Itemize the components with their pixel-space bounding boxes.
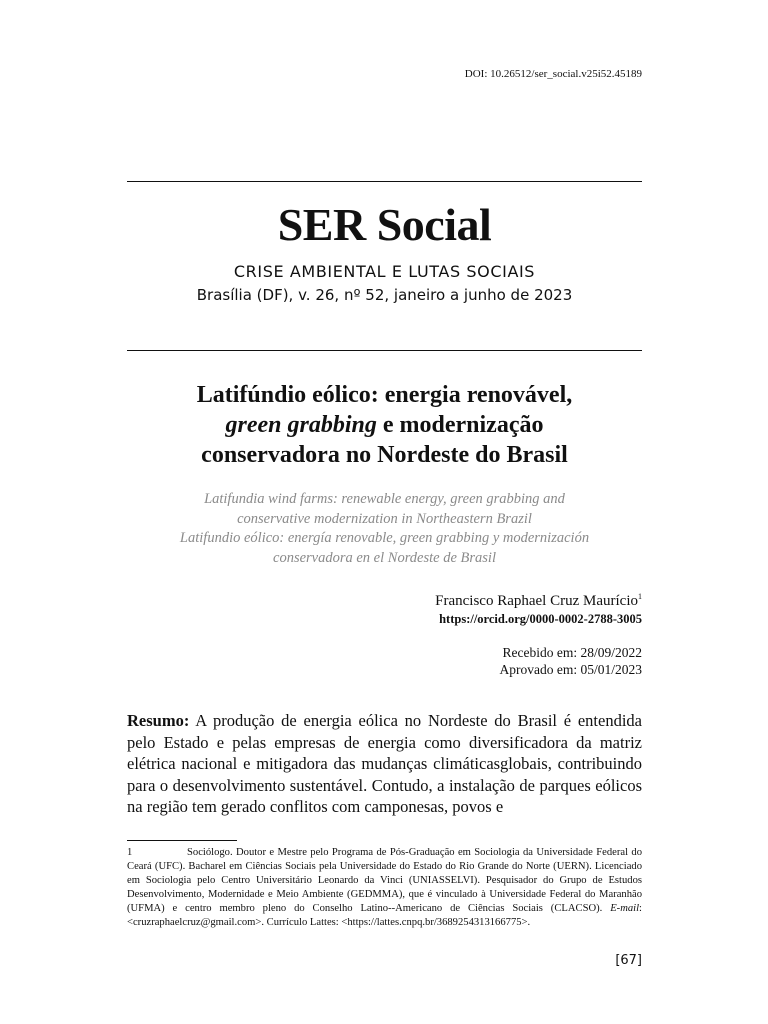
author-name: Francisco Raphael Cruz Maurício [435, 593, 638, 609]
footnote-text-tail: : <cruzraphaelcruz@gmail.com>. Currículo Lattes: <https://lattes.cnpq.br/3689254313166775>. [127, 903, 642, 928]
footnote-rule [127, 840, 237, 841]
author-footnote-mark: 1 [638, 592, 642, 601]
journal-title: SER Social [277, 199, 492, 250]
author-block [435, 592, 642, 627]
approved-date: Aprovado em: 05/01/2023 [499, 662, 642, 677]
orcid-link[interactable]: https://orcid.org/0000-0002-2788-3005 [439, 612, 642, 626]
footnote-number: 1 [127, 847, 133, 858]
abstract [127, 710, 642, 818]
page-number: [67] [615, 953, 642, 968]
article-title [127, 380, 642, 470]
doi-text: DOI: 10.26512/ser_social.v25i52.45189 [464, 68, 642, 80]
alternate-titles [127, 490, 642, 568]
abstract-label: Resumo: [127, 711, 190, 730]
alt-title-es-line1: Latifundio eólico: energía renovable, green grabbing y modernización [179, 530, 590, 546]
issue-theme: CRISE AMBIENTAL E LUTAS SOCIAIS [233, 262, 536, 281]
alt-title-es-line2: conservadora en el Nordeste de Brasil [273, 549, 496, 566]
article-title-line3: conservadora no Nordeste do Brasil [201, 442, 568, 468]
received-date: Recebido em: 28/09/2022 [502, 645, 642, 660]
footnote-text: Sociólogo. Doutor e Mestre pelo Programa de Pós-Graduação em Sociologia da Universidade Federal do Ceará (UFC). Bacharel em Ciências Sociais pela Universidade do Estado do Rio Grande do Norte (UERN). Licenciado em Sociologia pelo Centro Universitário Leonardo da Vinci (UNIASSELVI). Pesquisador do Grupo de Estudos Desenvolvimento, Modernidade e Meio Ambiente (GEDMMA), que é vinculado à Universidade Federal do Maranhão (UFMA) e centro membro pleno do Conselho Latino--Americano de Ciências Sociais (CLACSO). [127, 847, 642, 914]
submission-dates [500, 644, 642, 678]
issue-info: Brasília (DF), v. 26, nº 52, janeiro a junho de 2023 [196, 286, 573, 304]
footnote-email-label: E-mail [610, 903, 640, 914]
header-rule-bottom [127, 350, 642, 351]
alt-title-en-line2: conservative modernization in Northeastern Brazil [237, 510, 532, 527]
header-rule-top [127, 181, 642, 182]
alt-title-en-line1: Latifundia wind farms: renewable energy, green grabbing and [204, 491, 565, 507]
footnote [127, 846, 642, 930]
author-name-line [435, 592, 642, 610]
article-title-line1: Latifúndio eólico: energia renovável, [196, 382, 573, 408]
abstract-text: A produção de energia eólica no Nordeste do Brasil é entendida pelo Estado e pelas empresas de energia como diversificadora da matriz elétrica nacional e mitigadora das mudanças climáticasglobais, contribuindo para o desenvolvimento sustentável. Contudo, a instalação de parques eólicos na região tem gerado conflitos com camponesas, povos e [127, 711, 642, 816]
article-title-line2: e modernização [376, 412, 544, 438]
article-title-italic: green grabbing [225, 412, 377, 438]
